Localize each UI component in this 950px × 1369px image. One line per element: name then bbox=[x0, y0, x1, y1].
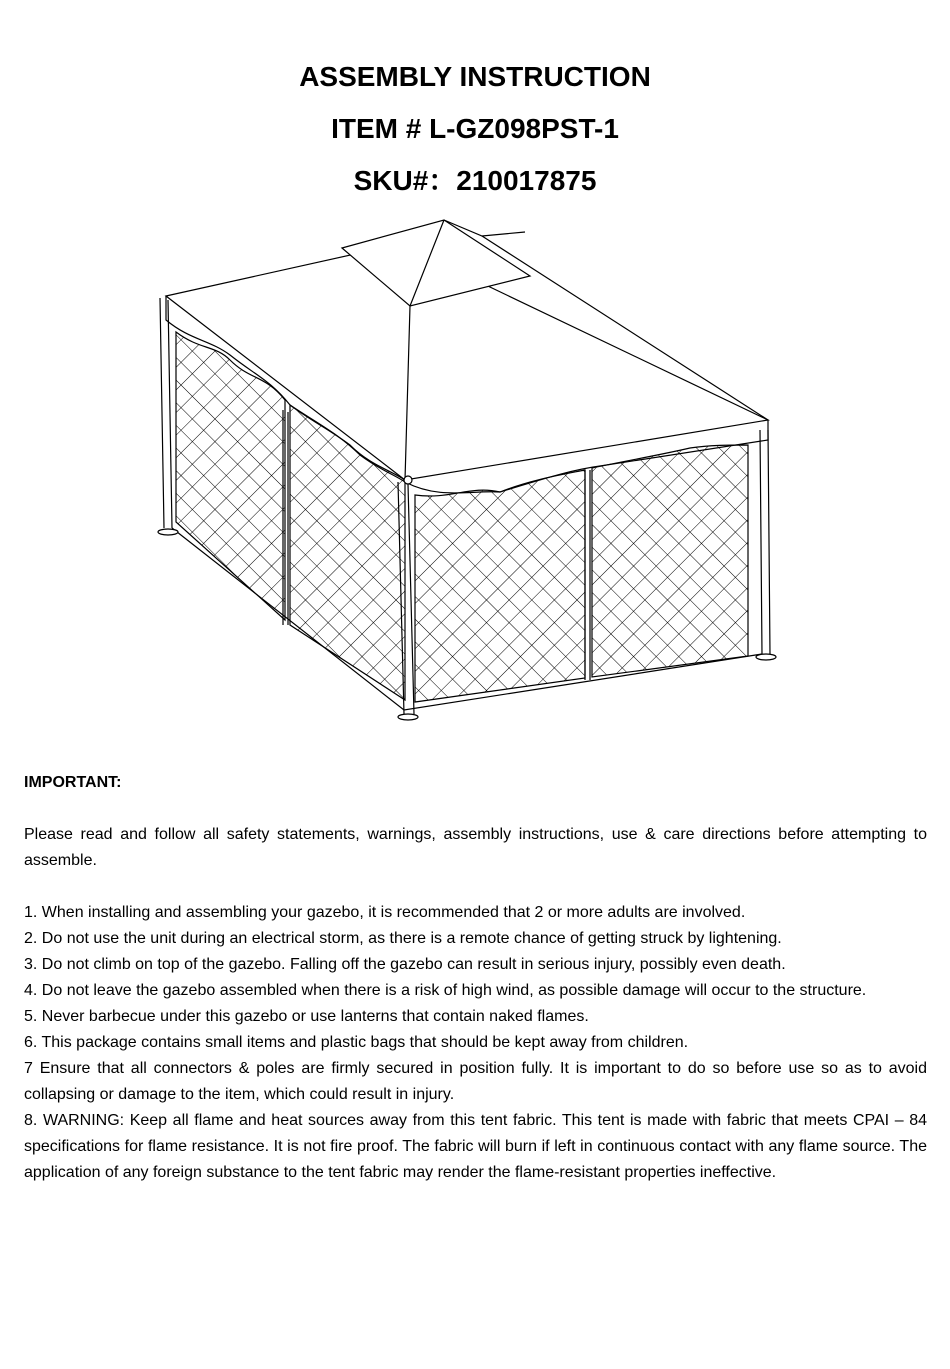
list-item: 4. Do not leave the gazebo assembled when there is a risk of high wind, as possible damage will occur to the structure. bbox=[24, 982, 867, 999]
sku-number: SKU#：210017875 bbox=[353, 165, 597, 196]
gazebo-illustration bbox=[150, 218, 790, 758]
list-item: 5. Never barbecue under this gazebo or use lanterns that contain naked flames. bbox=[24, 1008, 589, 1025]
list-item: 6. This package contains small items and plastic bags that should be kept away from children. bbox=[24, 1034, 689, 1051]
pole-left bbox=[160, 298, 172, 528]
mesh-panel-front-2 bbox=[592, 445, 748, 677]
list-item: 2. Do not use the unit during an electrical storm, as there is a remote chance of getting struck by lightening. bbox=[24, 930, 782, 947]
pole-right bbox=[760, 430, 770, 654]
list-item: 8. WARNING: Keep all flame and heat sources away from this tent fabric. This tent is made with fabric that meets CPAI – 84 specifications for flame resistance. It is not fire proof. The fabric will burn if left in continuous contact with any flame source. The application of any foreign substance to the tent fabric may render the flame-resistant properties ineffective. bbox=[24, 1112, 927, 1181]
list-item: 3. Do not climb on top of the gazebo. Falling off the gazebo can result in serious injury, possibly even death. bbox=[24, 956, 786, 973]
important-heading: IMPORTANT: bbox=[24, 774, 122, 791]
list-item: 7 Ensure that all connectors & poles are firmly secured in position fully. It is important to do so before use so as to avoid collapsing or damage to the item, which could result in injury. bbox=[24, 1060, 927, 1103]
item-number: ITEM # L-GZ098PST-1 bbox=[331, 113, 619, 144]
document-title: ASSEMBLY INSTRUCTION bbox=[299, 61, 651, 92]
intro-paragraph: Please read and follow all safety statements, warnings, assembly instructions, use & care directions before attempting to assemble. bbox=[24, 826, 927, 869]
mesh-panel-front bbox=[415, 470, 585, 702]
safety-list bbox=[24, 900, 927, 1186]
list-item: 1. When installing and assembling your gazebo, it is recommended that 2 or more adults are involved. bbox=[24, 904, 746, 921]
